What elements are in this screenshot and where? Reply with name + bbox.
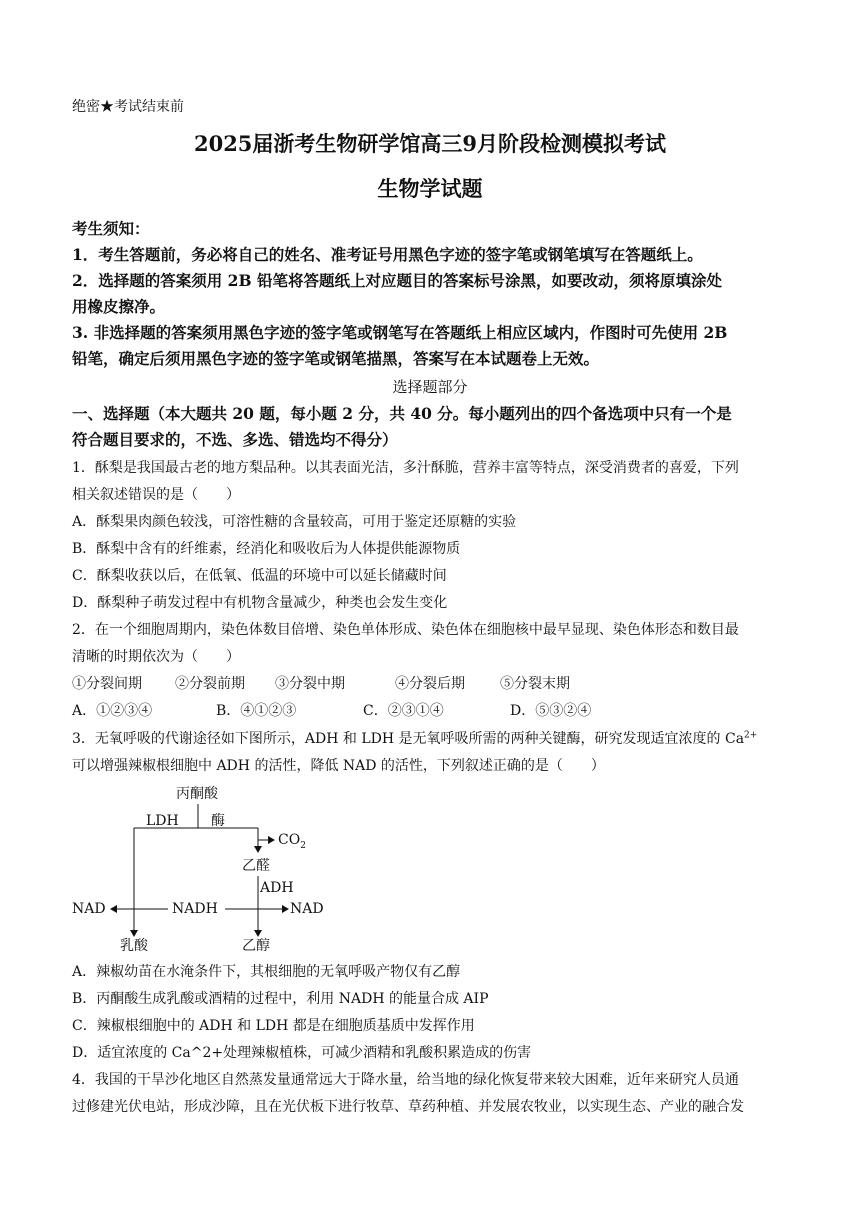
q3-option-d: D．适宜浓度的 Ca^2+处理辣椒植株，可减少酒精和乳酸积累造成的伤害: [72, 1045, 532, 1061]
q1-option-d: D．酥梨种子萌发过程中有机物含量减少，种类也会发生变化: [72, 595, 448, 611]
q1-stem-cont: 相关叙述错误的是（ ）: [72, 487, 240, 503]
q1-option-a: A．酥梨果肉颜色较浅，可溶性糖的含量较高，可用于鉴定还原糖的实验: [72, 514, 517, 530]
diagram-enzyme-label: 酶: [211, 813, 225, 829]
q3-stem-text: 3．无氧呼吸的代谢途径如下图所示，ADH 和 LDH 是无氧呼吸所需的两种关键酶，研究发现适宜浓度的 Ca: [72, 731, 745, 747]
diagram-nad-right-label: NAD: [290, 901, 324, 917]
diagram-nad-left-label: NAD: [72, 901, 106, 917]
notice-item: 3. 非选择题的答案须用黑色字迹的签字笔或钢笔写在答题纸上相应区域内，作图时可先使用 2B: [72, 323, 728, 342]
diagram-adh-label: ADH: [260, 880, 294, 896]
q2-option-d: D．⑤③②④: [510, 703, 592, 719]
q4-stem-cont: 过修建光伏电站，形成沙障，且在光伏板下进行牧草、草药种植、并发展农牧业，以实现生态、产业的融合发: [72, 1099, 744, 1115]
q2-option-b: B．④①②③: [216, 703, 297, 719]
q3-stem-superscript: 2+: [744, 730, 758, 741]
q2-stem-cont: 清晰的时期依次为（ ）: [72, 649, 240, 665]
diagram-ethanol-label: 乙醇: [242, 938, 270, 954]
q2-phase: ④分裂后期: [395, 676, 465, 692]
q2-phase: ⑤分裂末期: [500, 676, 570, 692]
notice-item: 1．考生答题前，务必将自己的姓名、准考证号用黑色字迹的签字笔或钢笔填写在答题纸上。: [72, 245, 703, 264]
q2-stem: 2．在一个细胞周期内，染色体数目倍增、染色单体形成、染色体在细胞核中最早显现、染色体形态和数目最: [72, 622, 739, 638]
q3-option-b: B．丙酮酸生成乳酸或酒精的过程中，利用 NADH 的能量合成 AIP: [72, 991, 489, 1007]
diagram-acetaldehyde-label: 乙醛: [242, 858, 270, 874]
q1-option-c: C．酥梨收获以后，在低氧、低温的环境中可以延长储藏时间: [72, 568, 447, 584]
notice-item: 铅笔，确定后须用黑色字迹的签字笔或钢笔描黑，答案写在本试题卷上无效。: [72, 349, 600, 368]
q3-option-a: A．辣椒幼苗在水淹条件下，其根细胞的无氧呼吸产物仅有乙醇: [72, 964, 461, 980]
q3-option-c: C．辣椒根细胞中的 ADH 和 LDH 都是在细胞质基质中发挥作用: [72, 1018, 475, 1034]
q2-option-a: A．①②③④: [72, 703, 153, 719]
notice-item: 用橡皮擦净。: [72, 297, 166, 316]
q2-option-c: C．②③①④: [363, 703, 444, 719]
diagram-ldh-label: LDH: [146, 813, 179, 829]
part-heading: 一、选择题（本大题共 20 题，每小题 2 分，共 40 分。每小题列出的四个备选项中只有一个是: [72, 404, 732, 423]
q3-stem-cont: 可以增强辣椒根细胞中 ADH 的活性，降低 NAD 的活性，下列叙述正确的是（ ）: [72, 758, 605, 774]
diagram-acetaldehyde-arrowhead: [254, 846, 262, 853]
q2-phase: ③分裂中期: [275, 676, 345, 692]
q2-phase: ①分裂间期: [72, 676, 142, 692]
q1-option-b: B．酥梨中含有的纤维素，经消化和吸收后为人体提供能源物质: [72, 541, 461, 557]
diagram-nad-right-arrowhead: [282, 905, 289, 913]
diagram-nadh-label: NADH: [172, 901, 218, 917]
diagram-ethanol-arrowhead: [254, 930, 262, 937]
diagram-lactic-label: 乳酸: [120, 938, 148, 954]
diagram-pyruvate-label: 丙酮酸: [176, 786, 218, 802]
q1-stem: 1．酥梨是我国最古老的地方梨品种。以其表面光洁，多汁酥脆，营养丰富等特点，深受消费者的喜爱，下列: [72, 460, 739, 476]
section-label: 选择题部分: [392, 378, 468, 396]
exam-subtitle: 生物学试题: [377, 176, 483, 201]
notice-heading: 考生须知：: [72, 219, 150, 238]
part-heading-cont: 符合题目要求的，不选、多选、错选均不得分）: [72, 430, 398, 449]
q2-phase: ②分裂前期: [175, 676, 245, 692]
secret-tag: 绝密★考试结束前: [72, 99, 184, 115]
diagram-co2-label: $CO_2$: [278, 832, 306, 851]
diagram-co2-arrowhead: [268, 836, 275, 844]
q4-stem: 4．我国的干旱沙化地区自然蒸发量通常远大于降水量，给当地的绿化恢复带来较大困难，近年来研究人员通: [72, 1072, 739, 1088]
notice-item: 2．选择题的答案须用 2B 铅笔将答题纸上对应题目的答案标号涂黑，如要改动，须将原填涂处: [72, 271, 722, 290]
exam-title: 2025届浙考生物研学馆高三9月阶段检测模拟考试: [193, 131, 667, 156]
diagram-lactic-arrowhead: [130, 930, 138, 937]
anaerobic-respiration-diagram: [70, 780, 340, 955]
diagram-nad-left-arrowhead: [110, 905, 117, 913]
q3-stem: [72, 729, 757, 749]
